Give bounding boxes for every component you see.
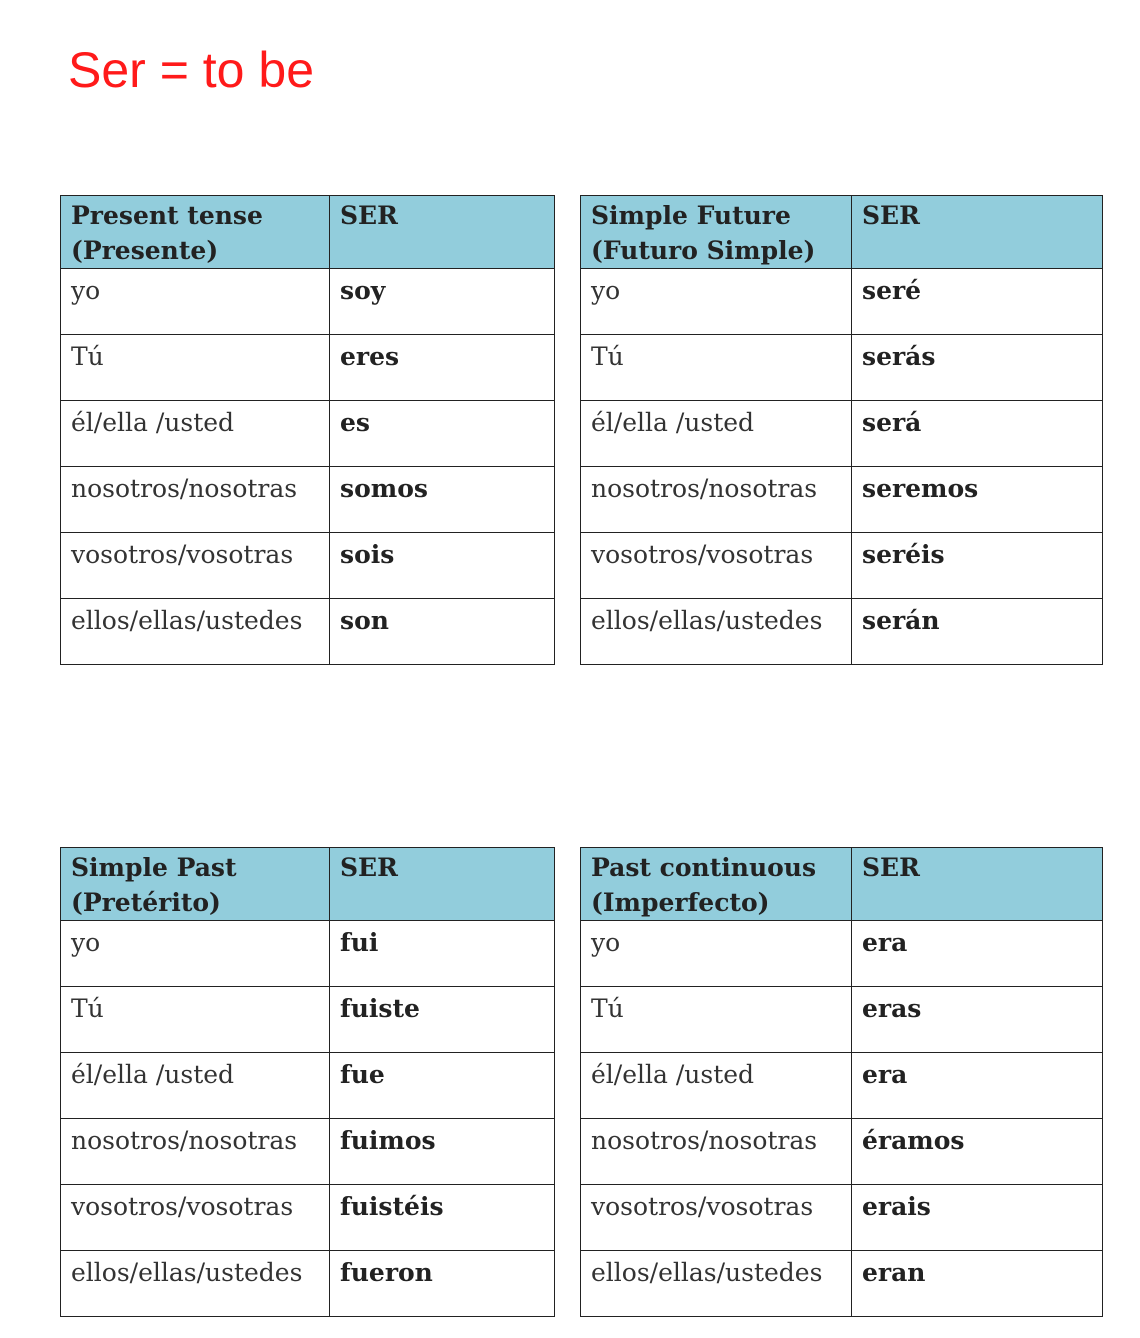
verb-header: SER — [852, 848, 1103, 921]
conjugation-cell: fuistéis — [330, 1185, 555, 1251]
pronoun-cell: yo — [61, 269, 330, 335]
pronoun-cell: él/ella /usted — [61, 1053, 330, 1119]
pronoun-cell: yo — [581, 921, 852, 987]
conjugation-cell: seré — [852, 269, 1103, 335]
table-row — [61, 987, 555, 1053]
pronoun-cell: Tú — [61, 987, 330, 1053]
past-continuous-table — [580, 847, 1103, 1317]
conjugation-cell: eras — [852, 987, 1103, 1053]
conjugation-cell: seréis — [852, 533, 1103, 599]
table-row — [61, 335, 555, 401]
conjugation-cell: eres — [330, 335, 555, 401]
pronoun-cell: ellos/ellas/ustedes — [581, 599, 852, 665]
table-row — [581, 1119, 1103, 1185]
pronoun-cell: ellos/ellas/ustedes — [61, 1251, 330, 1317]
pronoun-cell: ellos/ellas/ustedes — [61, 599, 330, 665]
table-header-row — [61, 196, 555, 269]
conjugation-cell: somos — [330, 467, 555, 533]
pronoun-cell: vosotros/vosotras — [581, 533, 852, 599]
table-row — [581, 533, 1103, 599]
pronoun-cell: vosotros/vosotras — [581, 1185, 852, 1251]
pronoun-cell: yo — [581, 269, 852, 335]
table-row — [61, 921, 555, 987]
verb-header: SER — [852, 196, 1103, 269]
table-row — [581, 1053, 1103, 1119]
conjugation-cell: era — [852, 921, 1103, 987]
table-row — [581, 987, 1103, 1053]
conjugation-cell: son — [330, 599, 555, 665]
tense-spanish-name: (Pretérito) — [71, 888, 221, 917]
tense-name: Simple Future — [591, 201, 791, 230]
tense-name: Simple Past — [71, 853, 237, 882]
tense-header — [581, 196, 852, 269]
conjugation-cell: es — [330, 401, 555, 467]
conjugation-cell: fuimos — [330, 1119, 555, 1185]
table-row — [61, 533, 555, 599]
table-row — [581, 1185, 1103, 1251]
pronoun-cell: vosotros/vosotras — [61, 533, 330, 599]
conjugation-cell: será — [852, 401, 1103, 467]
tense-header — [61, 848, 330, 921]
table-row — [61, 269, 555, 335]
simple-future-table — [580, 195, 1103, 665]
table-row — [61, 1119, 555, 1185]
table-row — [61, 599, 555, 665]
table-row — [581, 335, 1103, 401]
pronoun-cell: nosotros/nosotras — [61, 1119, 330, 1185]
tense-name: Present tense — [71, 201, 263, 230]
conjugation-cell: serán — [852, 599, 1103, 665]
conjugation-cell: eran — [852, 1251, 1103, 1317]
pronoun-cell: ellos/ellas/ustedes — [581, 1251, 852, 1317]
pronoun-cell: nosotros/nosotras — [581, 1119, 852, 1185]
table-row — [61, 467, 555, 533]
table-header-row — [581, 196, 1103, 269]
conjugation-cell: seremos — [852, 467, 1103, 533]
verb-header: SER — [330, 196, 555, 269]
pronoun-cell: nosotros/nosotras — [581, 467, 852, 533]
table-row — [581, 269, 1103, 335]
tense-header — [581, 848, 852, 921]
pronoun-cell: él/ella /usted — [581, 1053, 852, 1119]
table-row — [61, 1185, 555, 1251]
tense-name: Past continuous — [591, 853, 817, 882]
pronoun-cell: Tú — [581, 335, 852, 401]
page-title: Ser = to be — [68, 42, 314, 98]
table-header-row — [581, 848, 1103, 921]
conjugation-cell: serás — [852, 335, 1103, 401]
table-row — [581, 467, 1103, 533]
conjugation-cell: fue — [330, 1053, 555, 1119]
simple-past-table — [60, 847, 555, 1317]
pronoun-cell: nosotros/nosotras — [61, 467, 330, 533]
conjugation-cell: éramos — [852, 1119, 1103, 1185]
table-header-row — [61, 848, 555, 921]
table-row — [581, 599, 1103, 665]
table-row — [581, 1251, 1103, 1317]
conjugation-cell: fui — [330, 921, 555, 987]
pronoun-cell: él/ella /usted — [581, 401, 852, 467]
table-row — [61, 401, 555, 467]
pronoun-cell: vosotros/vosotras — [61, 1185, 330, 1251]
table-row — [581, 921, 1103, 987]
pronoun-cell: Tú — [61, 335, 330, 401]
conjugation-cell: fuiste — [330, 987, 555, 1053]
verb-header: SER — [330, 848, 555, 921]
conjugation-cell: soy — [330, 269, 555, 335]
conjugation-cell: erais — [852, 1185, 1103, 1251]
tense-header — [61, 196, 330, 269]
conjugation-cell: sois — [330, 533, 555, 599]
pronoun-cell: Tú — [581, 987, 852, 1053]
tense-spanish-name: (Futuro Simple) — [591, 236, 816, 265]
pronoun-cell: él/ella /usted — [61, 401, 330, 467]
present-tense-table — [60, 195, 555, 665]
tense-spanish-name: (Imperfecto) — [591, 888, 770, 917]
conjugation-cell: fueron — [330, 1251, 555, 1317]
table-row — [61, 1053, 555, 1119]
table-row — [581, 401, 1103, 467]
tense-spanish-name: (Presente) — [71, 236, 219, 265]
pronoun-cell: yo — [61, 921, 330, 987]
table-row — [61, 1251, 555, 1317]
conjugation-cell: era — [852, 1053, 1103, 1119]
